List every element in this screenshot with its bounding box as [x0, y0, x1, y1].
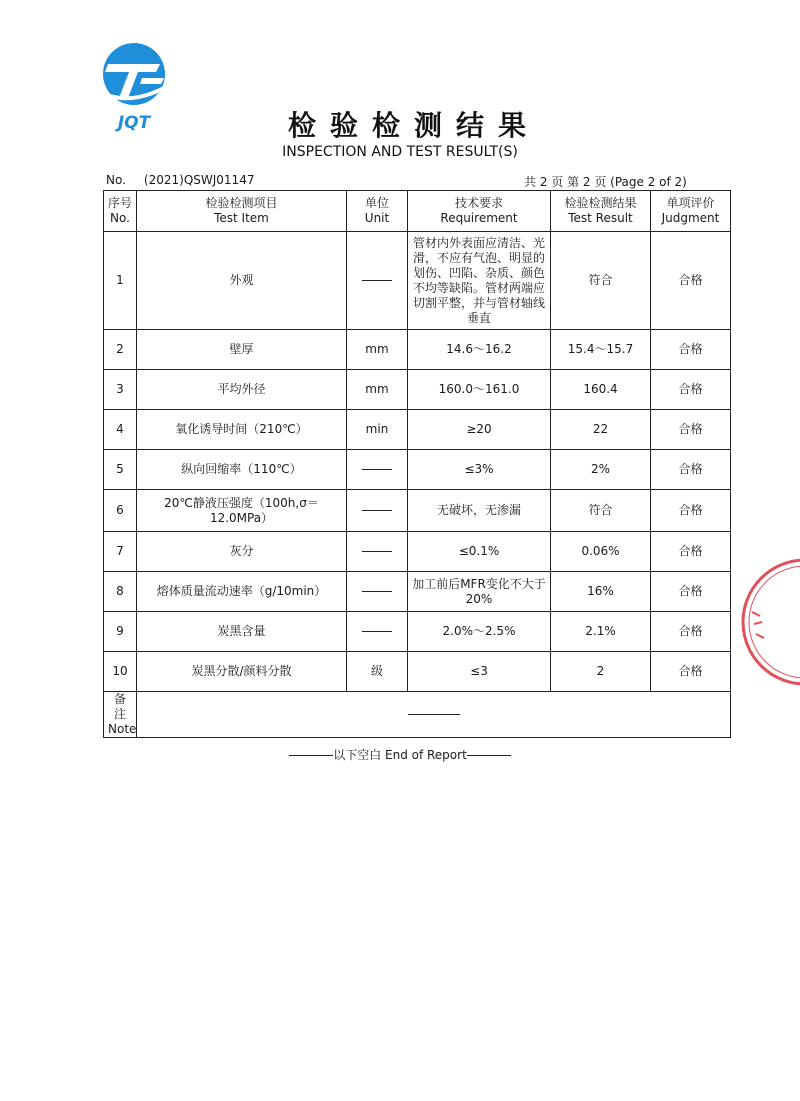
- cell-judgment-text: 合格: [678, 342, 703, 356]
- cell-test-item-text: 灰分: [229, 544, 254, 558]
- cell-requirement: [408, 532, 551, 572]
- table-header-row: [104, 191, 731, 232]
- cell-no-text: 3: [116, 382, 124, 396]
- cell-requirement: [408, 232, 551, 330]
- cell-test-item-text: 20℃静液压强度（100h,σ＝12.0MPa）: [164, 495, 319, 525]
- cell-no: [104, 330, 137, 370]
- cell-test-item-text: 平均外径: [217, 382, 266, 396]
- cell-result: [551, 410, 651, 450]
- cell-unit: [347, 532, 408, 572]
- table-row: [104, 652, 731, 692]
- cell-result: [551, 572, 651, 612]
- cell-test-item: [137, 410, 347, 450]
- report-number: [106, 173, 254, 187]
- cell-result-text: 16%: [587, 584, 614, 598]
- cell-test-item: [137, 330, 347, 370]
- cell-unit: [347, 572, 408, 612]
- cell-test-item: [137, 612, 347, 652]
- cell-test-item-text: 外观: [229, 273, 254, 287]
- cell-requirement: [408, 652, 551, 692]
- cell-judgment-text: 合格: [678, 462, 703, 476]
- unit-dash: [362, 591, 392, 592]
- cell-judgment: [651, 232, 731, 330]
- col-header-unit: 单位 Unit: [347, 191, 408, 232]
- end-of-report-text: 以下空白 End of Report: [333, 748, 467, 762]
- cell-requirement-text: ≥20: [466, 422, 492, 436]
- cell-result-text: 15.4～15.7: [567, 342, 634, 356]
- cell-judgment: [651, 572, 731, 612]
- cell-result: [551, 652, 651, 692]
- col-header-no: 序号 No.: [104, 191, 137, 232]
- cell-test-item-text: 氧化诱导时间（210℃）: [175, 422, 308, 436]
- cell-judgment-text: 合格: [678, 503, 703, 517]
- note-dash: [408, 714, 460, 715]
- cell-requirement-text: 无破坏，无渗漏: [436, 503, 521, 517]
- cell-requirement-text: 管材内外表面应清洁、光滑，不应有气泡、明显的划伤、凹陷、杂质、颜色不均等缺陷。管材两端应切割平整，并与管材轴线垂直: [412, 235, 545, 325]
- cell-test-item-text: 炭黑含量: [217, 624, 266, 638]
- page-title-cn: 检验检测结果: [287, 109, 540, 142]
- cell-test-item: [137, 572, 347, 612]
- unit-dash: [362, 551, 392, 552]
- table-row: [104, 410, 731, 450]
- cell-test-item: [137, 370, 347, 410]
- cell-no: [104, 612, 137, 652]
- cell-test-item: [137, 490, 347, 532]
- cell-result-text: 160.4: [583, 382, 618, 396]
- cell-requirement-text: ≤3: [470, 664, 488, 678]
- cell-requirement-text: ≤3%: [464, 462, 494, 476]
- cell-unit: [347, 370, 408, 410]
- table-row: [104, 370, 731, 410]
- cell-no-text: 4: [116, 422, 124, 436]
- cell-test-item-text: 纵向回缩率（110℃）: [181, 462, 302, 476]
- cell-result-text: 2: [596, 664, 605, 678]
- cell-requirement: [408, 410, 551, 450]
- note-value: [137, 692, 731, 738]
- note-label-cn: 备 注: [113, 692, 126, 721]
- cell-unit: [347, 490, 408, 532]
- end-of-report: [0, 746, 800, 763]
- unit-dash: [362, 280, 392, 281]
- cell-judgment: [651, 490, 731, 532]
- cell-no-text: 10: [112, 664, 128, 678]
- cell-requirement: [408, 370, 551, 410]
- cell-judgment: [651, 330, 731, 370]
- cell-no-text: 6: [116, 503, 124, 517]
- cell-no-text: 2: [116, 342, 124, 356]
- cell-result-text: 符合: [588, 273, 613, 287]
- unit-dash: [362, 469, 392, 470]
- col-header-judgment: 单项评价 Judgment: [651, 191, 731, 232]
- cell-result: [551, 532, 651, 572]
- note-row: [104, 692, 731, 738]
- cell-requirement: [408, 330, 551, 370]
- cell-no-text: 8: [116, 584, 124, 598]
- table-row: [104, 572, 731, 612]
- table-row: [104, 232, 731, 330]
- cell-requirement: [408, 490, 551, 532]
- cell-judgment-text: 合格: [678, 584, 703, 598]
- cell-requirement-text: 14.6～16.2: [446, 342, 512, 356]
- cell-judgment: [651, 612, 731, 652]
- cell-result: [551, 490, 651, 532]
- page-info: 共 2 页 第 2 页 (Page 2 of 2): [524, 175, 687, 189]
- cell-no: [104, 532, 137, 572]
- cell-result: [551, 370, 651, 410]
- cell-result-text: 0.06%: [581, 544, 620, 558]
- cell-result-text: 2%: [590, 462, 611, 476]
- results-table: [103, 190, 731, 738]
- cell-judgment: [651, 370, 731, 410]
- cell-judgment-text: 合格: [678, 422, 703, 436]
- cell-test-item: [137, 532, 347, 572]
- cell-judgment: [651, 652, 731, 692]
- cell-no: [104, 410, 137, 450]
- cell-result: [551, 612, 651, 652]
- cell-test-item-text: 熔体质量流动速率（g/10min）: [156, 584, 327, 598]
- cell-unit-text: 级: [370, 664, 383, 678]
- cell-requirement: [408, 450, 551, 490]
- cell-no: [104, 652, 137, 692]
- cell-result: [551, 232, 651, 330]
- cell-judgment-text: 合格: [678, 664, 703, 678]
- table-row: [104, 532, 731, 572]
- cell-test-item-text: 壁厚: [229, 342, 254, 356]
- table-row: [104, 330, 731, 370]
- cell-no: [104, 370, 137, 410]
- cell-requirement-text: 加工前后MFR变化不大于20%: [412, 576, 546, 606]
- cell-no: [104, 450, 137, 490]
- cell-test-item-text: 炭黑分散/颜料分散: [191, 664, 292, 678]
- unit-dash: [362, 510, 392, 511]
- cell-unit-text: min: [365, 422, 389, 436]
- cell-no-text: 1: [116, 273, 124, 287]
- cell-test-item: [137, 232, 347, 330]
- cell-judgment-text: 合格: [678, 544, 703, 558]
- cell-result: [551, 450, 651, 490]
- note-label: [104, 692, 137, 738]
- cell-unit: [347, 232, 408, 330]
- cell-judgment-text: 合格: [678, 382, 703, 396]
- cell-result: [551, 330, 651, 370]
- report-number-value: (2021)QSWJ01147: [143, 173, 255, 187]
- cell-result-text: 2.1%: [585, 624, 616, 638]
- cell-judgment-text: 合格: [678, 273, 703, 287]
- cell-judgment: [651, 410, 731, 450]
- cell-unit: [347, 330, 408, 370]
- cell-judgment: [651, 450, 731, 490]
- cell-no-text: 9: [116, 624, 124, 638]
- table-row: [104, 612, 731, 652]
- end-line-left: [289, 755, 333, 756]
- page-title-en: INSPECTION AND TEST RESULT(S): [282, 144, 518, 160]
- logo-text: JQT: [117, 113, 151, 133]
- cell-requirement-text: 160.0～161.0: [438, 382, 520, 396]
- table-row: [104, 450, 731, 490]
- cell-requirement: [408, 612, 551, 652]
- cell-unit-text: mm: [365, 342, 389, 356]
- cell-no: [104, 572, 137, 612]
- official-stamp: [730, 552, 800, 692]
- unit-dash: [362, 631, 392, 632]
- report-number-label: No.: [106, 173, 126, 187]
- cell-no: [104, 490, 137, 532]
- cell-unit-text: mm: [365, 382, 389, 396]
- col-header-item: 检验检测项目 Test Item: [137, 191, 347, 232]
- cell-unit: [347, 410, 408, 450]
- cell-test-item: [137, 652, 347, 692]
- cell-unit: [347, 450, 408, 490]
- cell-requirement-text: 2.0%～2.5%: [442, 624, 516, 638]
- cell-no-text: 7: [116, 544, 124, 558]
- table-row: [104, 490, 731, 532]
- note-label-en: Note: [108, 722, 137, 736]
- cell-requirement: [408, 572, 551, 612]
- cell-judgment-text: 合格: [678, 624, 703, 638]
- cell-requirement-text: ≤0.1%: [458, 544, 500, 558]
- cell-no-text: 5: [116, 462, 124, 476]
- col-header-result: 检验检测结果 Test Result: [551, 191, 651, 232]
- cell-test-item: [137, 450, 347, 490]
- cell-result-text: 22: [592, 422, 609, 436]
- cell-no: [104, 232, 137, 330]
- col-header-requirement: 技术要求 Requirement: [408, 191, 551, 232]
- cell-unit: [347, 612, 408, 652]
- end-line-right: [467, 755, 511, 756]
- cell-result-text: 符合: [588, 503, 613, 517]
- cell-unit: [347, 652, 408, 692]
- cell-judgment: [651, 532, 731, 572]
